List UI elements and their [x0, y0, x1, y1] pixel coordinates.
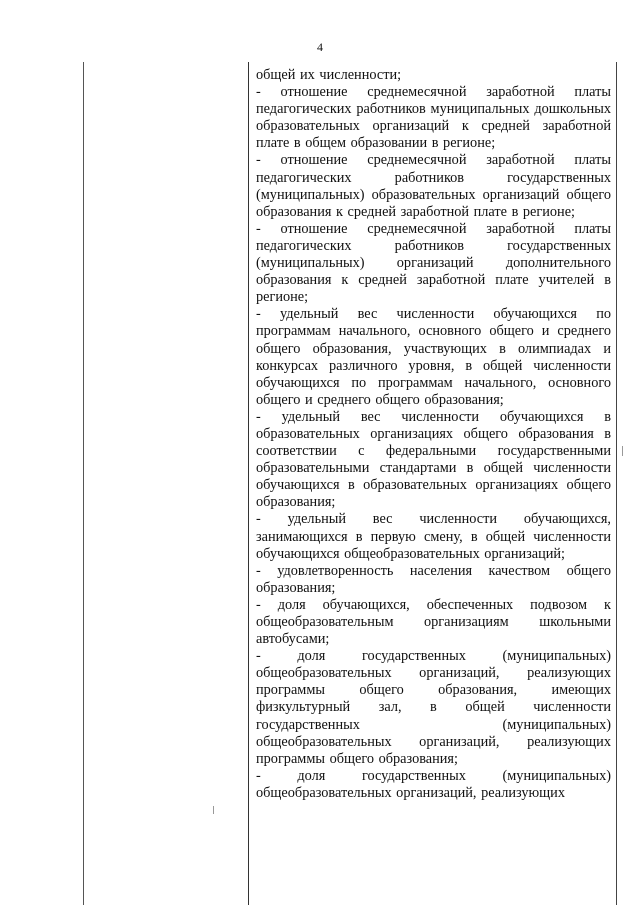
page-number: 4 [317, 40, 323, 54]
indicator-paragraph: - отношение среднемесячной заработной платы педагогических работников муниципальных дошкольных образовательных организаций к средней заработной плате в общем образовании в регионе; [256, 84, 611, 152]
table-column-divider [248, 62, 249, 905]
scan-mark [213, 806, 214, 814]
table-left-border [83, 62, 84, 905]
indicator-paragraph: - удельный вес численности обучающихся по программам начального, основного общего и среднего общего образования, участвующих в олимпиадах и конкурсах различного уровня, в общей численности обучающихся по программам начального, основного общего и среднего общего образования; [256, 306, 611, 408]
indicator-paragraph: - удельный вес численности обучающихся, занимающихся в первую смену, в общей численности обучающихся общеобразовательных организаций; [256, 511, 611, 562]
indicator-paragraph: - доля государственных (муниципальных) общеобразовательных организаций, реализующих программы общего образования, имеющих физкультурный зал, в общей численности государственных (муниципальных) общеобразовательных организаций, реализующих программы общего образования; [256, 648, 611, 767]
indicator-paragraph: - отношение среднемесячной заработной платы педагогических работников государственных (муниципальных) образовательных организаций общего образования к средней заработной плате в регионе; [256, 152, 611, 220]
scan-mark [622, 446, 623, 456]
indicator-paragraph: - удовлетворенность населения качеством общего образования; [256, 562, 611, 596]
indicator-paragraph: - доля государственных (муниципальных) общеобразовательных организаций, реализующих [256, 767, 611, 801]
indicator-paragraph: - доля обучающихся, обеспеченных подвозом к общеобразовательным организациям школьными автобусами; [256, 596, 611, 648]
indicator-paragraph: общей их численности; [256, 67, 402, 83]
indicator-paragraph: - удельный вес численности обучающихся в образовательных организациях общего образования в соответствии с федеральными государственными образовательными стандартами в общей численности обучающихся в образовательных организациях общего образования; [256, 408, 611, 511]
table-right-border [616, 62, 617, 905]
indicator-paragraph: - отношение среднемесячной заработной платы педагогических работников государственных (муниципальных) организаций дополнительного образования к средней заработной плате учителей в регионе; [256, 220, 611, 306]
indicator-list [256, 67, 611, 802]
